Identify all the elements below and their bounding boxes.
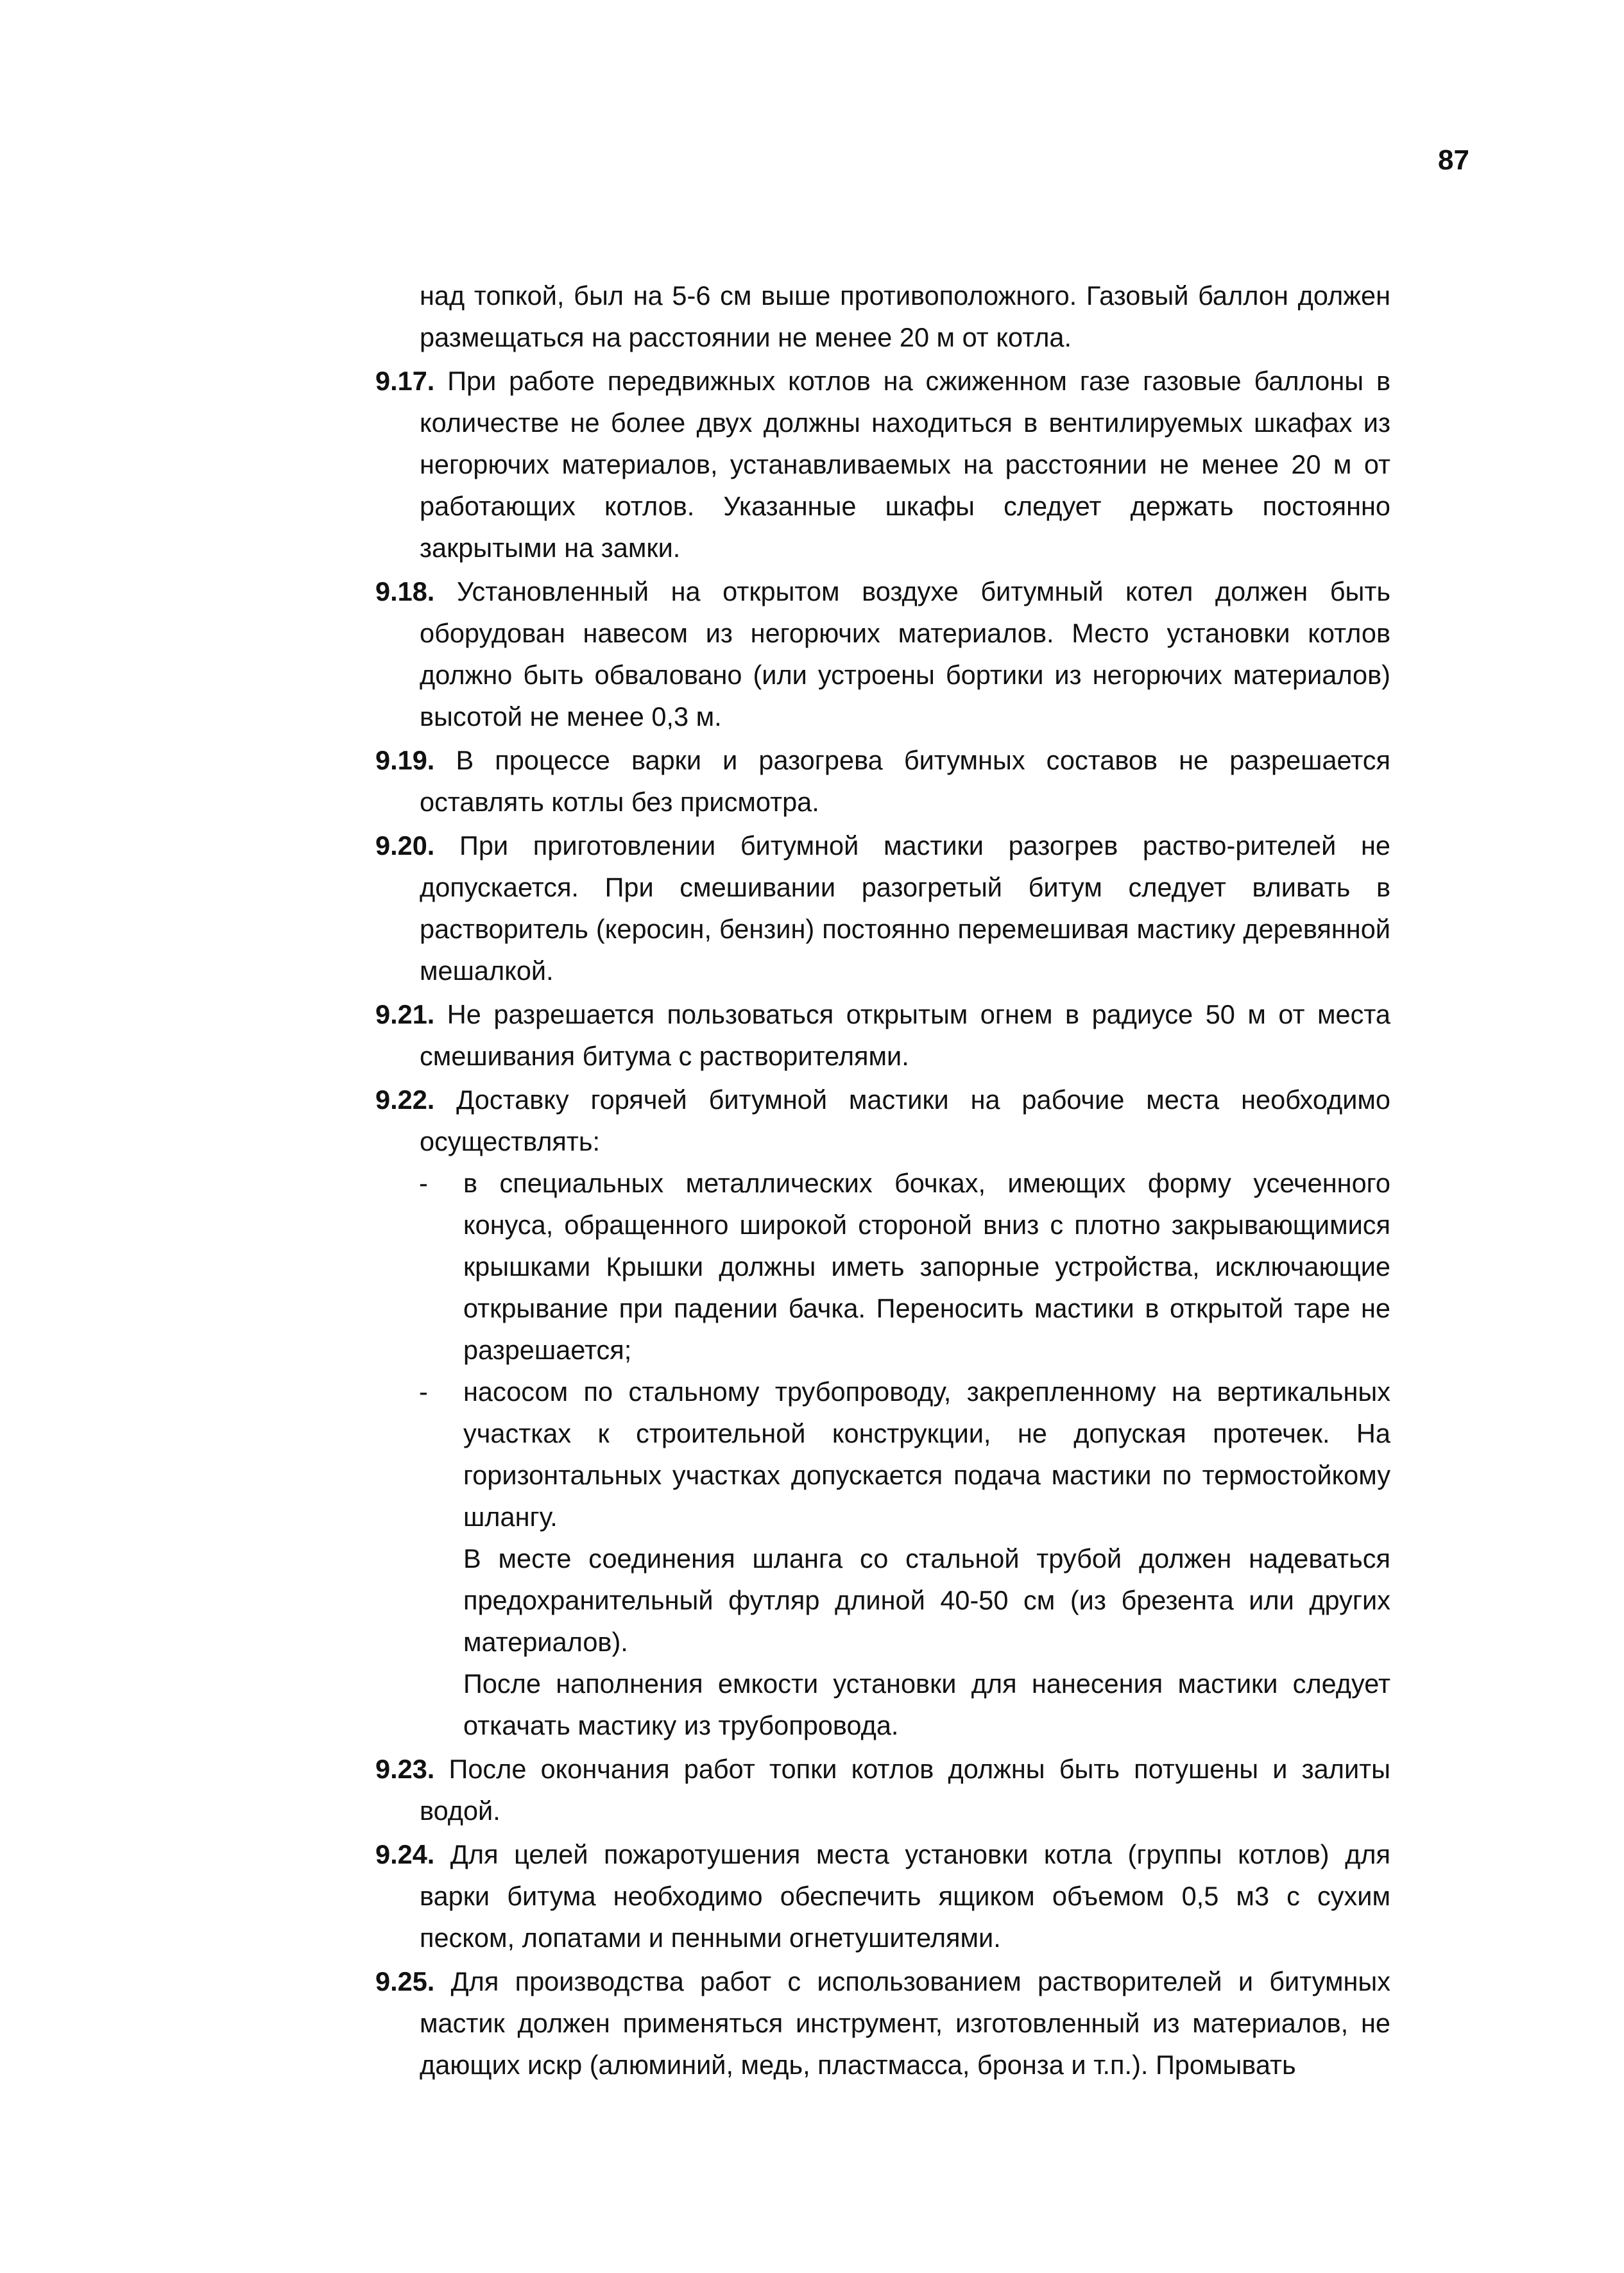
clause-9-20: [375, 825, 1390, 991]
clause-9-17: [375, 360, 1390, 569]
clause-number: 9.17.: [375, 366, 435, 396]
clause-9-19: [375, 739, 1390, 823]
clause-text: Для производства работ с использованием растворителей и битумных мастик должен применяться инструмент, изготовленный из материалов, не дающих искр (алюминий, медь, пластмасса, бронза и т.п.). Промывать: [420, 1966, 1390, 2080]
clause-9-22: [375, 1079, 1390, 1162]
clause-number: 9.18.: [375, 576, 435, 606]
clause-text: При работе передвижных котлов на сжиженном газе газовые баллоны в количестве не более двух должны находиться в вентилируемых шкафах из негорючих материалов, устанавливаемых на расстоянии не менее 20 м от работающих котлов. Указанные шкафы следует держать постоянно закрытыми на замки.: [420, 366, 1391, 563]
list-dash: -: [419, 1377, 428, 1407]
clause-9-25: [375, 1960, 1390, 2086]
clause-text: Доставку горячей битумной мастики на рабочие места необходимо осуществлять:: [420, 1085, 1391, 1156]
clause-number: 9.21.: [375, 999, 435, 1029]
page-content: [375, 275, 1390, 2086]
intro-paragraph: над топкой, был на 5-6 см выше противоположного. Газовый баллон должен размещаться на расстоянии не менее 20 м от котла.: [420, 280, 1390, 352]
page-number: 87: [1438, 144, 1469, 176]
delivery-method-pipeline: [375, 1371, 1390, 1538]
clause-text: Установленный на открытом воздухе битумный котел должен быть оборудован навесом из негорючих материалов. Место установки котлов должно быть обваловано (или устроены бортики из негорючих материалов) высотой не менее 0,3 м.: [420, 576, 1391, 732]
clause-number: 9.23.: [375, 1754, 435, 1784]
list-item-text: в специальных металлических бочках, имеющих форму усеченного конуса, обращенного широкой стороной вниз с плотно закрывающимися крышками Крышки должны иметь запорные устройства, исключающие открывание при падении бачка. Переносить мастики в открытой таре не разрешается;: [463, 1168, 1390, 1365]
clause-number: 9.24.: [375, 1839, 435, 1869]
clause-9-18: [375, 570, 1390, 737]
clause-text: При приготовлении битумной мастики разогрев раство-рителей не допускается. При смешивании разогретый битум следует вливать в растворитель (керосин, бензин) постоянно перемешивая мастику деревянной мешалкой.: [420, 830, 1390, 986]
clause-number: 9.20.: [375, 830, 435, 861]
clause-number: 9.22.: [375, 1085, 435, 1115]
delivery-method-barrels: [375, 1162, 1390, 1371]
clause-number: 9.19.: [375, 745, 435, 775]
list-item-text: насосом по стальному трубопроводу, закрепленному на вертикальных участках к строительной конструкции, не допуская протечек. На горизонтальных участках допускается подача мастики по термостойкому шлангу.: [463, 1377, 1390, 1532]
clause-text: Для целей пожаротушения места установки котла (группы котлов) для варки битума необходимо обеспечить ящиком объемом 0,5 м3 с сухим песком, лопатами и пенными огнетушителями.: [420, 1839, 1390, 1953]
clause-text: После окончания работ топки котлов должны быть потушены и залиты водой.: [420, 1754, 1390, 1826]
hose-note: В месте соединения шланга со стальной трубой должен надеваться предохранительный футляр длиной 40-50 см (из брезента или других материалов).: [463, 1543, 1390, 1657]
clause-text: Не разрешается пользоваться открытым огнем в радиусе 50 м от места смешивания битума с растворителями.: [420, 999, 1391, 1071]
clause-9-21: [375, 993, 1390, 1077]
clause-text: В процессе варки и разогрева битумных составов не разрешается оставлять котлы без присмотра.: [420, 745, 1391, 817]
pipeline-note: После наполнения емкости установки для нанесения мастики следует откачать мастику из трубопровода.: [463, 1668, 1390, 1740]
clause-9-23: [375, 1748, 1390, 1831]
clause-9-24: [375, 1833, 1390, 1959]
clause-number: 9.25.: [375, 1966, 435, 1996]
list-dash: -: [419, 1168, 428, 1198]
